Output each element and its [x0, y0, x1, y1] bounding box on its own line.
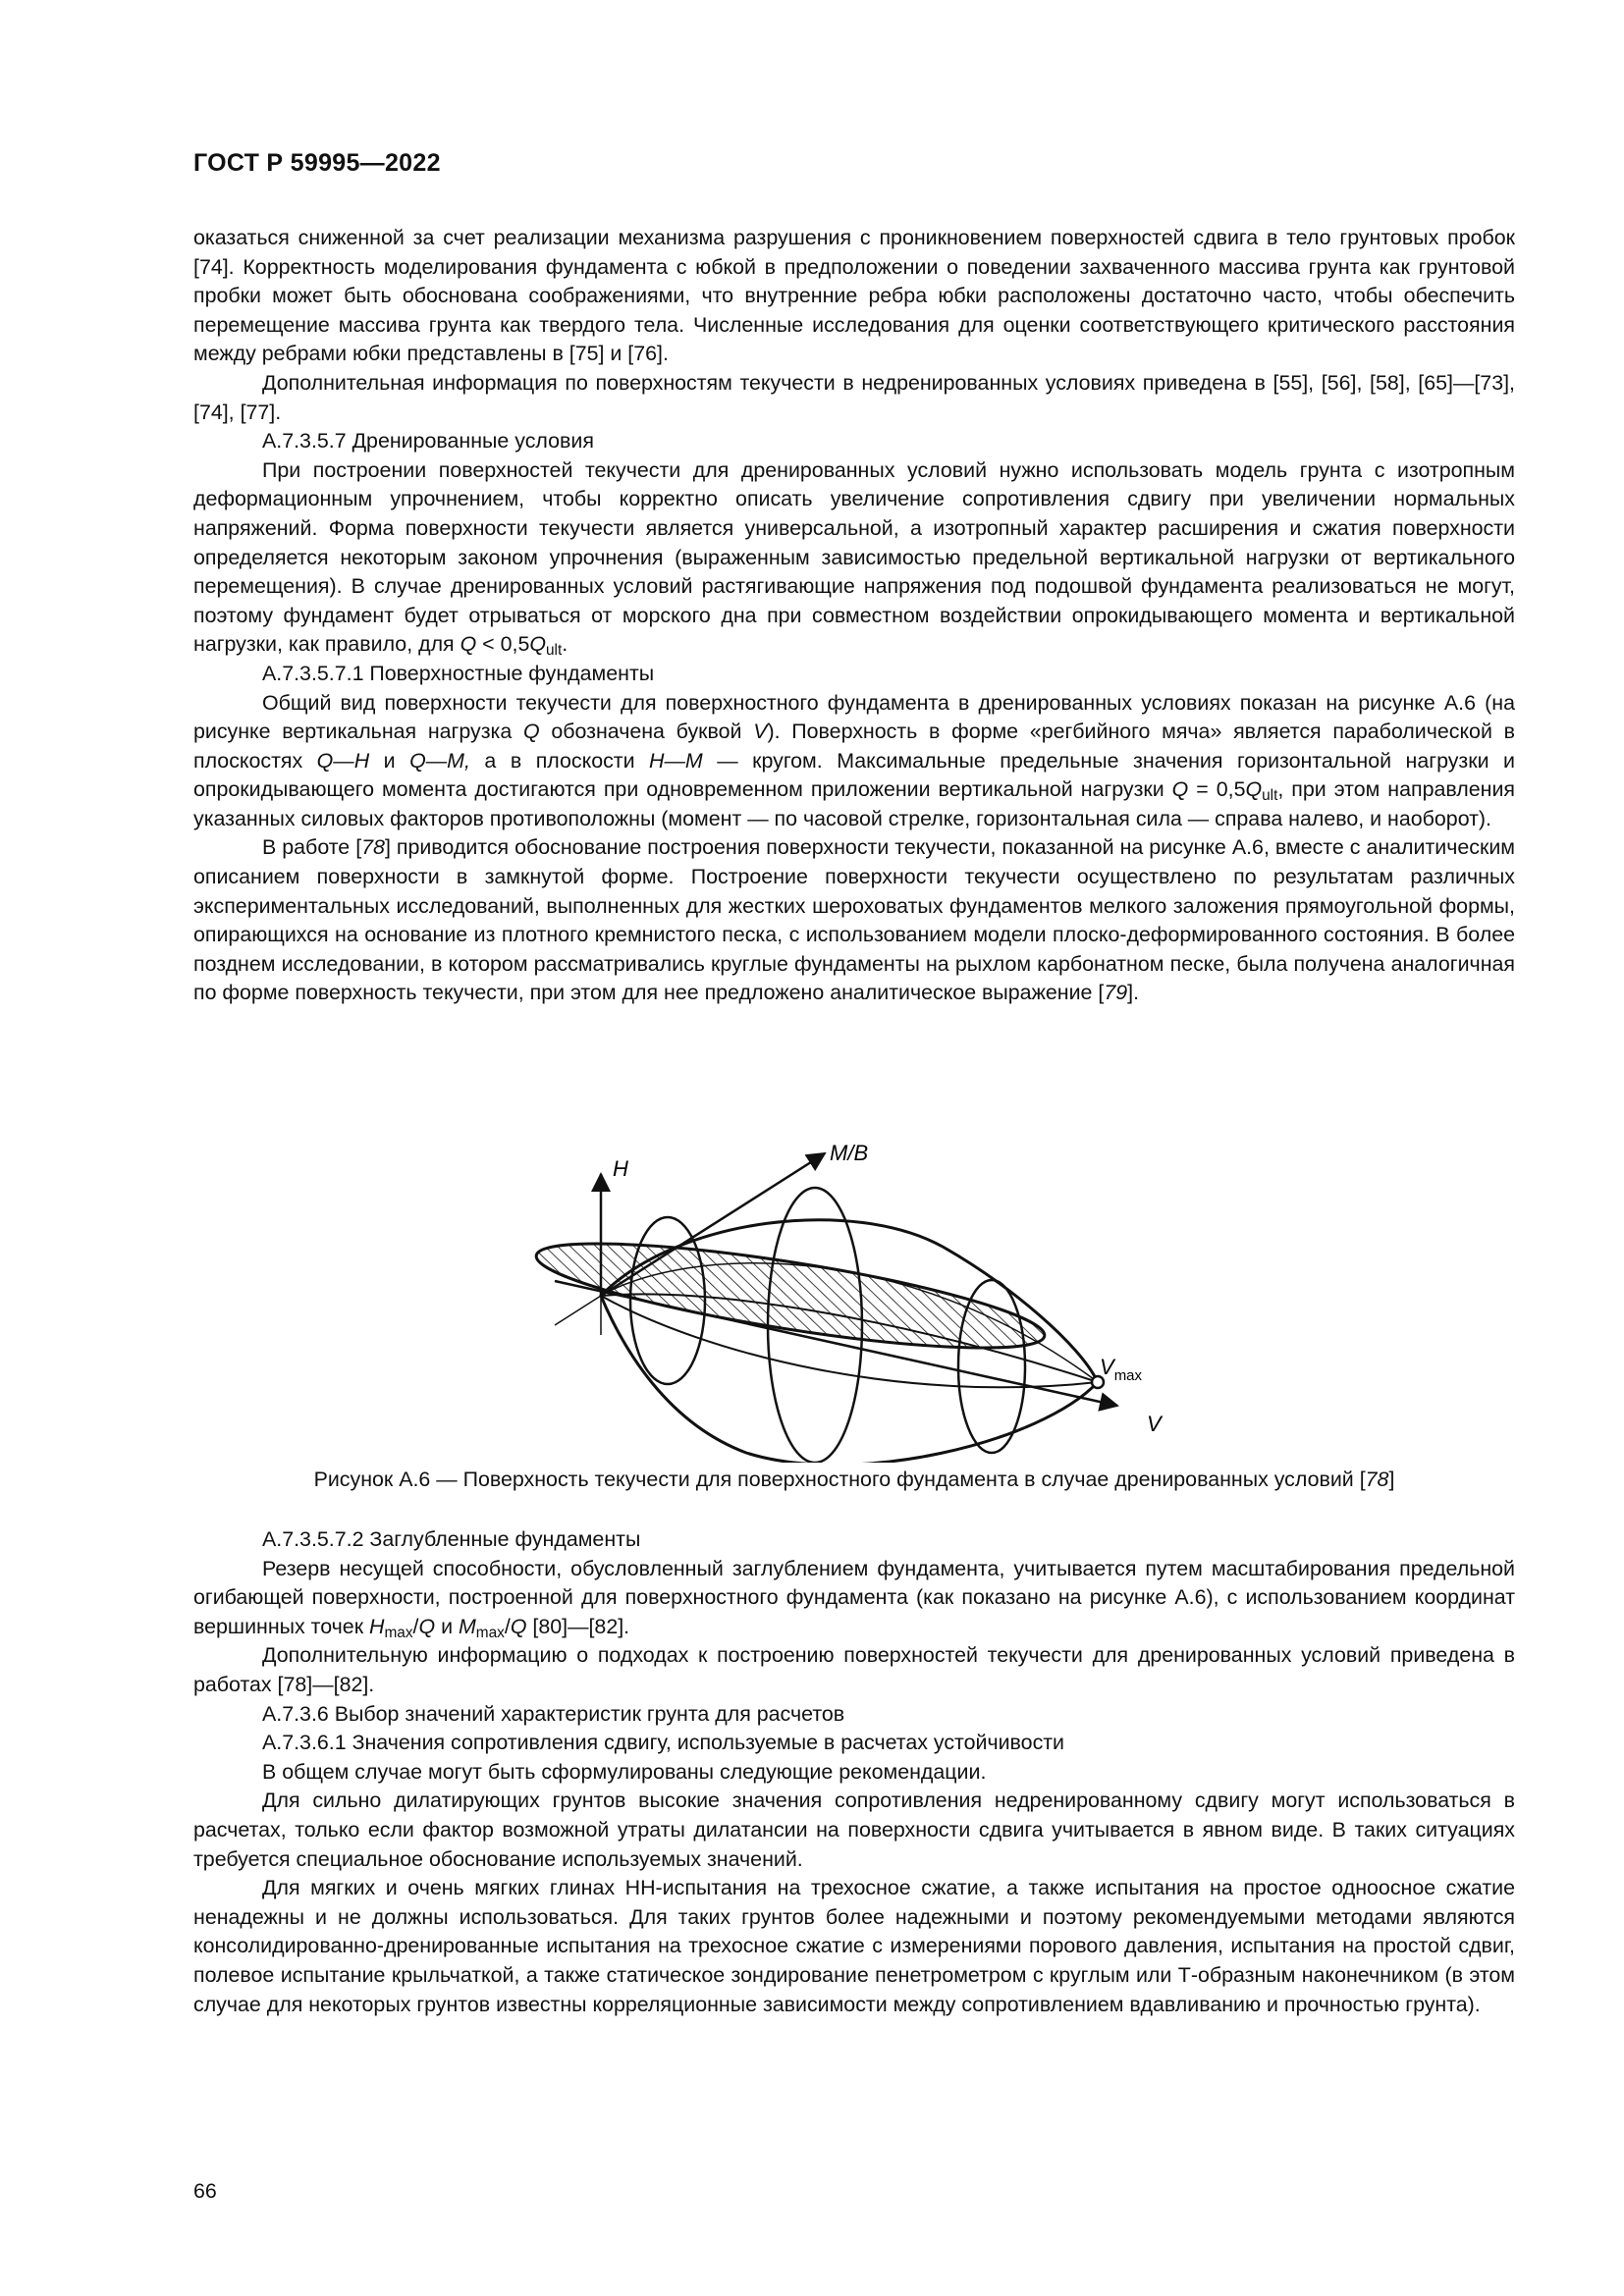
mb-axis-back — [555, 1296, 601, 1325]
label-vmax: $V_{max}$ — [1100, 1355, 1143, 1384]
paragraph: Дополнительную информацию о подходах к построению поверхностей текучести для дренированных условий приведена в работах [78]—[82]. — [193, 1643, 1515, 1696]
label-h: H — [613, 1156, 628, 1181]
subsection-heading: А.7.3.6 Выбор значений характеристик грунта для расчетов — [262, 1701, 845, 1726]
page-number: 66 — [193, 2179, 217, 2203]
subsection-heading: А.7.3.5.7 Дренированные условия — [262, 429, 594, 454]
subsection-heading: А.7.3.5.7.2 Заглубленные фундаменты — [262, 1527, 641, 1551]
document-header: ГОСТ Р 59995—2022 — [193, 149, 441, 177]
yield-surface-diagram — [530, 1139, 1178, 1463]
paragraph: Для сильно дилатирующих грунтов высокие значения сопротивления недренированному сдвигу могут использоваться в расчетах, только если фактор возможной утраты дилатансии на поверхности сдвига учитывается в явном виде. В таких ситуациях требуется специальное обоснование используемых значений. — [193, 1789, 1515, 1871]
paragraph: оказаться сниженной за счет реализации механизма разрушения с проникновением поверхностей сдвига в тело грунтовых пробок [74]. Корректность моделирования фундамента с юбкой в предположении о поведении захваченного массива грунта как грунтовой пробки может быть обоснована соображениями, что внутренние ребра юбки расположены достаточно часто, чтобы обеспечить перемещение массива грунта как твердого тела. Численные исследования для оценки соответствующего критического расстояния между ребрами юбки представлены в [75] и [76]. — [193, 226, 1515, 366]
label-mb: M/B — [830, 1141, 869, 1165]
label-v: V — [1147, 1412, 1162, 1436]
paragraph: Общий вид поверхности текучести для поверхностного фундамента в дренированных условиях показан на рисунке А.6 (на рисунке вертикальная нагрузка Q обозначена буквой V). Поверхность в форме «регбийного мяча» является параболической в плоскостях Q—H и Q—M, а в плоскости H—M — кругом. Максимальные предельные значения горизонтальной нагрузки и опрокидывающего момента достигаются при одновременном приложении вертикальной нагрузки $Q = 0,5Q_{ult}$, при этом направления указанных силовых факторов противоположны (момент — по часовой стрелке, горизонтальная сила — справа налево, и наоборот). — [193, 690, 1515, 830]
paragraph: Резерв несущей способности, обусловленный заглублением фундамента, учитывается путем масштабирования предельной огибающей поверхности, построенной для поверхностного фундамента (как показано на рисунке А.6), с использованием координат вершинных точек $H_{max}/Q$ и $M_{max}/Q$ [80]—[82]. — [193, 1556, 1515, 1641]
paragraph: В работе [78] приводится обоснование построения поверхности текучести, показанной на рисунке А.6, вместе с аналитическим описанием поверхности в замкнутой форме. Построение поверхности текучести осуществлено по результатам различных экспериментальных исследований, выполненных для жестких шероховатых фундаментов мелкого заложения прямоугольной формы, опирающихся на основание из плотного кремнистого песка, с использованием модели плоско-деформированного состояния. В более позднем исследовании, в котором рассматривались круглые фундаменты на рыхлом карбонатном песке, была получена аналогичная по форме поверхность текучести, при этом для нее предложено аналитическое выражение [79]. — [193, 835, 1515, 1005]
body-text-lower — [193, 1525, 1515, 2019]
body-text-upper — [193, 224, 1515, 1008]
paragraph: Для мягких и очень мягких глинах НН-испытания на трехосное сжатие, а также испытания на простое одноосное сжатие ненадежны и не должны использоваться. Для таких грунтов более надежными и поэтому рекомендуемыми методами являются консолидированно-дренированные испытания на трехосное сжатие с измерениями порового давления, испытания на простой сдвиг, полевое испытание крыльчаткой, а также статическое зондирование пенетрометром с круглым или Т-образным наконечником (в этом случае для некоторых грунтов известны корреляционные зависимости между сопротивлением вдавливанию и прочностью грунта). — [193, 1876, 1515, 2016]
paragraph: Дополнительная информация по поверхностям текучести в недренированных условиях приведена в [55], [56], [58], [65]—[73], [74], [77]. — [193, 370, 1515, 424]
paragraph: При построении поверхностей текучести для дренированных условий нужно использовать модель грунта с изотропным деформационным упрочнением, чтобы корректно описать увеличение сопротивления сдвигу при увеличении нормальных напряжений. Форма поверхности текучести является универсальной, а изотропный характер расширения и сжатия поверхности определяется некоторым законом упрочнения (выраженным зависимостью предельной вертикальной нагрузки от вертикального перемещения). В случае дренированных условий растягивающие напряжения под подошвой фундамента реализоваться не могут, поэтому фундамент будет отрываться от морского дна при совместном воздействии опрокидывающего момента и вертикальной нагрузки, как правило, для $Q < 0,5Q_{ult}$. — [193, 457, 1515, 660]
paragraph: В общем случае могут быть сформулированы следующие рекомендации. — [262, 1759, 987, 1784]
figure-yield-surface — [530, 1139, 1178, 1463]
subsection-heading: А.7.3.6.1 Значения сопротивления сдвигу, используемые в расчетах устойчивости — [262, 1731, 1065, 1755]
figure-caption: Рисунок А.6 — Поверхность текучести для поверхностного фундамента в случае дренированных условий [78] — [313, 1468, 1395, 1491]
subsection-heading: А.7.3.5.7.1 Поверхностные фундаменты — [262, 661, 655, 685]
